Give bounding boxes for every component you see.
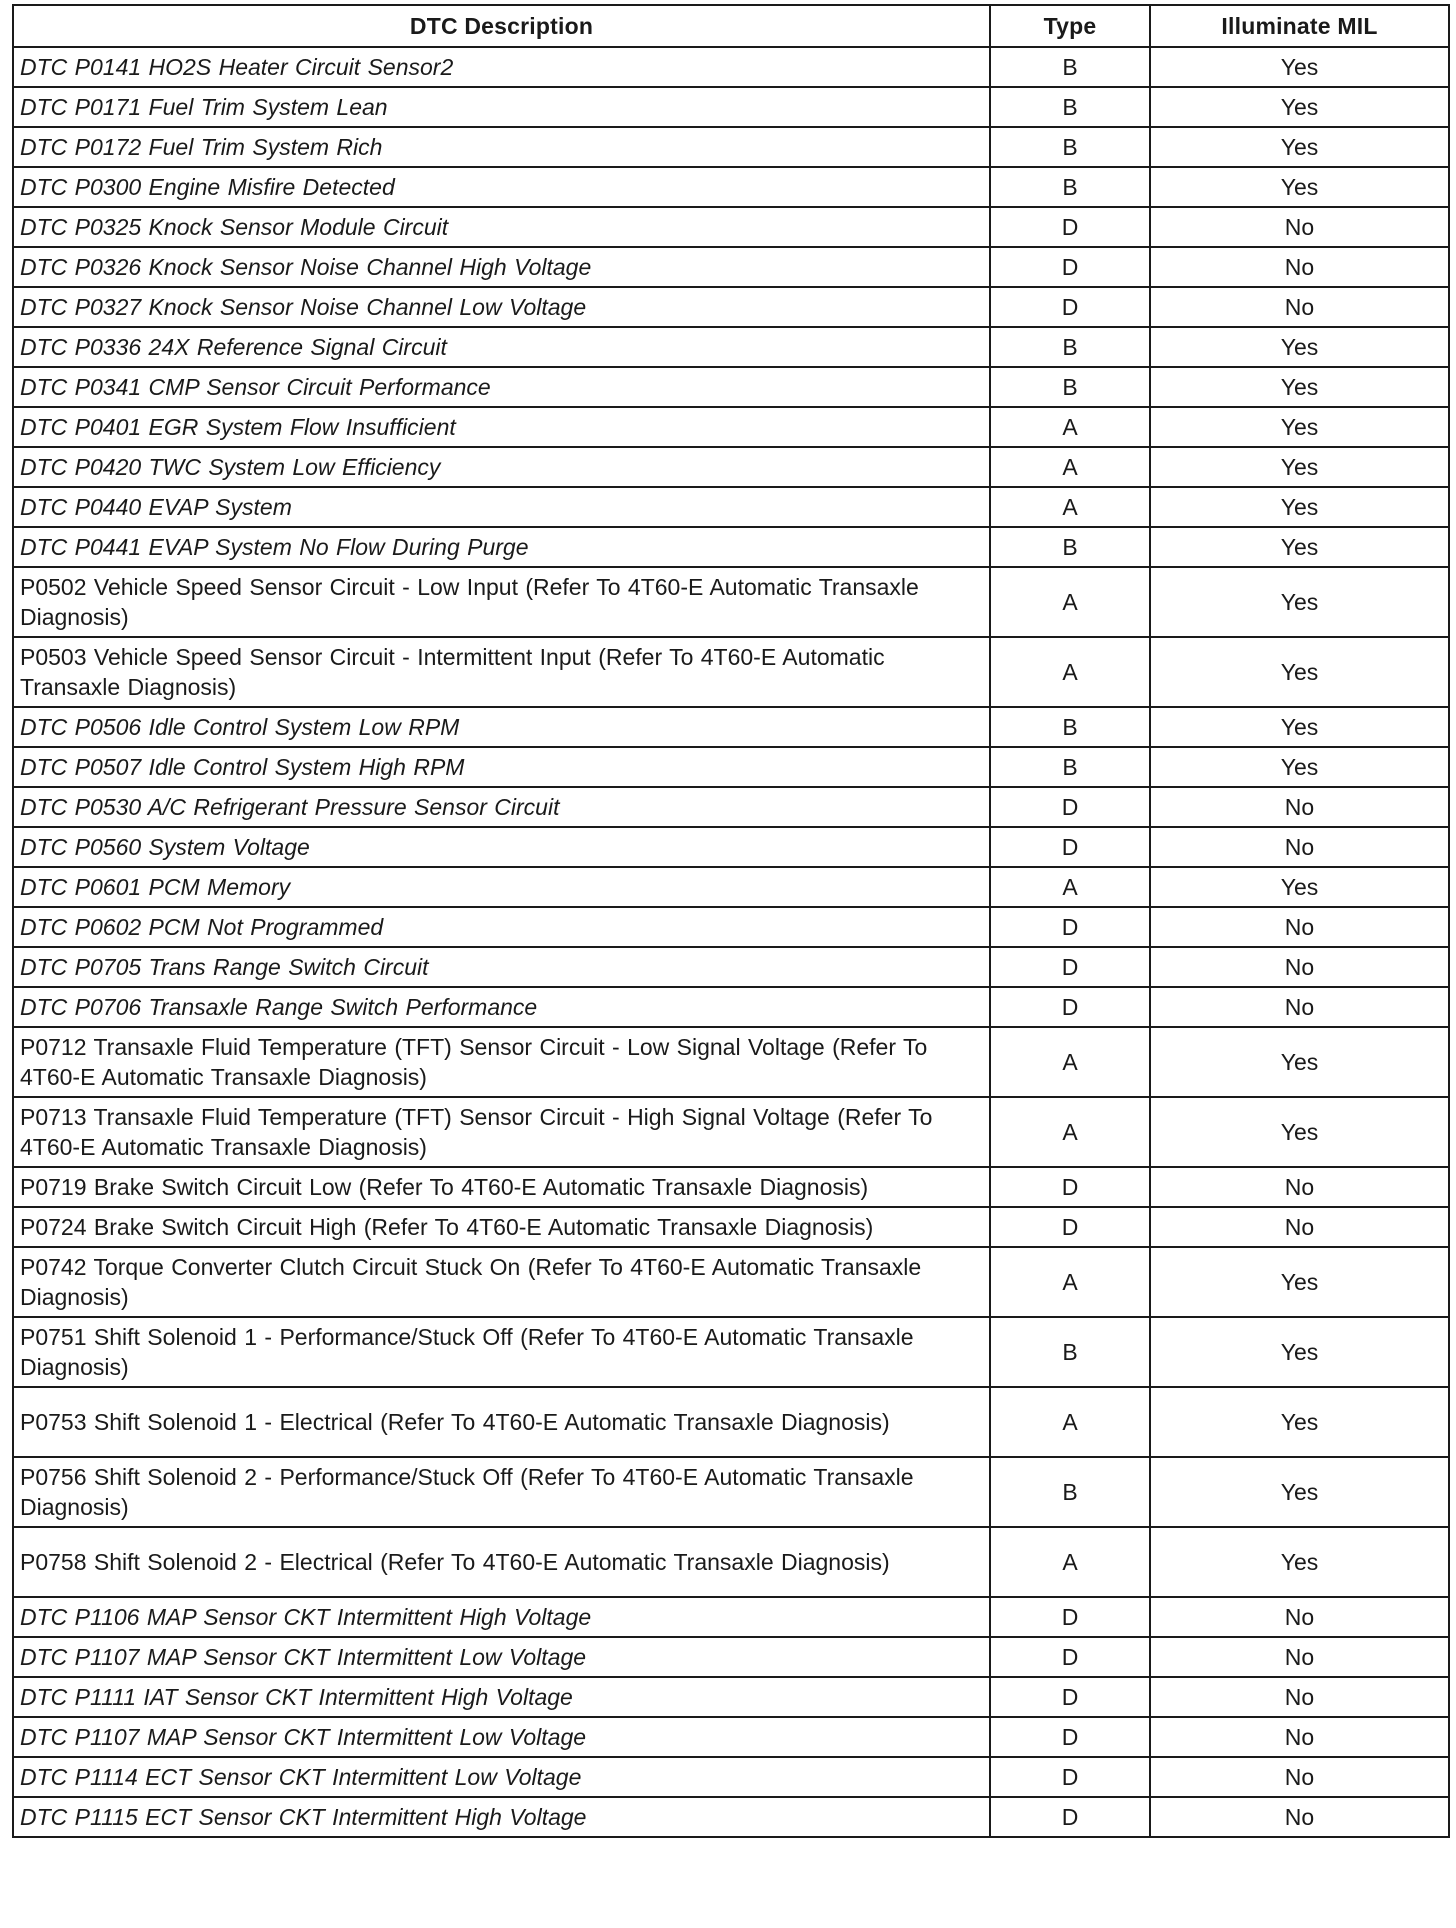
dtc-description-cell: DTC P0602 PCM Not Programmed [13, 907, 990, 947]
dtc-type-cell: A [990, 867, 1150, 907]
dtc-description-cell: P0503 Vehicle Speed Sensor Circuit - Intermittent Input (Refer To 4T60-E Automatic Transaxle Diagnosis) [13, 637, 990, 707]
dtc-description-cell: DTC P0336 24X Reference Signal Circuit [13, 327, 990, 367]
dtc-description-cell: DTC P0326 Knock Sensor Noise Channel High Voltage [13, 247, 990, 287]
table-row [13, 1797, 1449, 1837]
table-row [13, 1717, 1449, 1757]
illuminate-mil-cell: No [1150, 1677, 1449, 1717]
illuminate-mil-cell: No [1150, 1797, 1449, 1837]
dtc-description-cell: P0712 Transaxle Fluid Temperature (TFT) Sensor Circuit - Low Signal Voltage (Refer To 4T60-E Automatic Transaxle Diagnosis) [13, 1027, 990, 1097]
dtc-type-cell: D [990, 987, 1150, 1027]
dtc-description-cell: DTC P0171 Fuel Trim System Lean [13, 87, 990, 127]
illuminate-mil-cell: Yes [1150, 1387, 1449, 1457]
table-row [13, 127, 1449, 167]
illuminate-mil-cell: Yes [1150, 167, 1449, 207]
dtc-description-cell: DTC P1106 MAP Sensor CKT Intermittent High Voltage [13, 1597, 990, 1637]
illuminate-mil-cell: Yes [1150, 487, 1449, 527]
illuminate-mil-cell: Yes [1150, 1027, 1449, 1097]
table-row [13, 1317, 1449, 1387]
illuminate-mil-cell: Yes [1150, 567, 1449, 637]
dtc-type-cell: A [990, 1387, 1150, 1457]
table-row [13, 407, 1449, 447]
dtc-type-cell: A [990, 1527, 1150, 1597]
illuminate-mil-cell: No [1150, 207, 1449, 247]
table-row [13, 1677, 1449, 1717]
dtc-type-cell: D [990, 1167, 1150, 1207]
table-row [13, 327, 1449, 367]
table-row [13, 167, 1449, 207]
illuminate-mil-cell: No [1150, 827, 1449, 867]
dtc-type-cell: D [990, 287, 1150, 327]
dtc-type-cell: D [990, 247, 1150, 287]
illuminate-mil-cell: Yes [1150, 707, 1449, 747]
dtc-type-cell: B [990, 167, 1150, 207]
illuminate-mil-cell: No [1150, 1167, 1449, 1207]
illuminate-mil-cell: No [1150, 947, 1449, 987]
dtc-description-cell: DTC P1115 ECT Sensor CKT Intermittent High Voltage [13, 1797, 990, 1837]
table-row [13, 47, 1449, 87]
table-row [13, 947, 1449, 987]
illuminate-mil-cell: No [1150, 1717, 1449, 1757]
dtc-type-cell: A [990, 1247, 1150, 1317]
dtc-type-cell: B [990, 367, 1150, 407]
dtc-description-cell: DTC P0506 Idle Control System Low RPM [13, 707, 990, 747]
illuminate-mil-cell: Yes [1150, 1457, 1449, 1527]
illuminate-mil-cell: Yes [1150, 367, 1449, 407]
table-row [13, 867, 1449, 907]
illuminate-mil-cell: Yes [1150, 327, 1449, 367]
dtc-table [12, 4, 1450, 1838]
dtc-type-cell: D [990, 787, 1150, 827]
dtc-description-cell: P0758 Shift Solenoid 2 - Electrical (Refer To 4T60-E Automatic Transaxle Diagnosis) [13, 1527, 990, 1597]
table-row [13, 1527, 1449, 1597]
illuminate-mil-cell: No [1150, 1757, 1449, 1797]
dtc-type-cell: D [990, 947, 1150, 987]
dtc-description-cell: DTC P1114 ECT Sensor CKT Intermittent Low Voltage [13, 1757, 990, 1797]
header-dtc-description: DTC Description [13, 5, 990, 47]
illuminate-mil-cell: No [1150, 1637, 1449, 1677]
table-row [13, 1757, 1449, 1797]
table-row [13, 1457, 1449, 1527]
illuminate-mil-cell: Yes [1150, 747, 1449, 787]
illuminate-mil-cell: No [1150, 1207, 1449, 1247]
table-row [13, 1027, 1449, 1097]
dtc-type-cell: D [990, 207, 1150, 247]
dtc-type-cell: B [990, 47, 1150, 87]
dtc-description-cell: DTC P0560 System Voltage [13, 827, 990, 867]
dtc-type-cell: B [990, 707, 1150, 747]
table-row [13, 747, 1449, 787]
dtc-type-cell: A [990, 1027, 1150, 1097]
table-row [13, 827, 1449, 867]
dtc-description-cell: DTC P0341 CMP Sensor Circuit Performance [13, 367, 990, 407]
dtc-type-cell: B [990, 87, 1150, 127]
dtc-type-cell: D [990, 1637, 1150, 1677]
illuminate-mil-cell: No [1150, 1597, 1449, 1637]
illuminate-mil-cell: Yes [1150, 1247, 1449, 1317]
dtc-type-cell: B [990, 327, 1150, 367]
dtc-type-cell: B [990, 1457, 1150, 1527]
table-row [13, 567, 1449, 637]
dtc-type-cell: D [990, 1797, 1150, 1837]
illuminate-mil-cell: Yes [1150, 127, 1449, 167]
dtc-description-cell: DTC P0325 Knock Sensor Module Circuit [13, 207, 990, 247]
dtc-description-cell: DTC P0327 Knock Sensor Noise Channel Low Voltage [13, 287, 990, 327]
dtc-type-cell: A [990, 567, 1150, 637]
illuminate-mil-cell: Yes [1150, 1317, 1449, 1387]
dtc-type-cell: A [990, 447, 1150, 487]
dtc-description-cell: DTC P0420 TWC System Low Efficiency [13, 447, 990, 487]
table-row [13, 1637, 1449, 1677]
illuminate-mil-cell: No [1150, 987, 1449, 1027]
table-row [13, 527, 1449, 567]
dtc-type-cell: B [990, 127, 1150, 167]
table-row [13, 907, 1449, 947]
table-row [13, 1207, 1449, 1247]
dtc-description-cell: P0713 Transaxle Fluid Temperature (TFT) Sensor Circuit - High Signal Voltage (Refer To 4T60-E Automatic Transaxle Diagnosis) [13, 1097, 990, 1167]
dtc-description-cell: DTC P1111 IAT Sensor CKT Intermittent High Voltage [13, 1677, 990, 1717]
header-illuminate-mil: Illuminate MIL [1150, 5, 1449, 47]
dtc-type-cell: D [990, 1677, 1150, 1717]
table-row [13, 987, 1449, 1027]
dtc-description-cell: DTC P0441 EVAP System No Flow During Purge [13, 527, 990, 567]
table-row [13, 247, 1449, 287]
table-row [13, 1387, 1449, 1457]
dtc-description-cell: P0502 Vehicle Speed Sensor Circuit - Low Input (Refer To 4T60-E Automatic Transaxle Diagnosis) [13, 567, 990, 637]
dtc-description-cell: P0751 Shift Solenoid 1 - Performance/Stuck Off (Refer To 4T60-E Automatic Transaxle Diagnosis) [13, 1317, 990, 1387]
table-header-row [13, 5, 1449, 47]
dtc-type-cell: A [990, 487, 1150, 527]
illuminate-mil-cell: Yes [1150, 527, 1449, 567]
illuminate-mil-cell: Yes [1150, 407, 1449, 447]
dtc-type-cell: D [990, 827, 1150, 867]
illuminate-mil-cell: Yes [1150, 1097, 1449, 1167]
dtc-description-cell: P0724 Brake Switch Circuit High (Refer To 4T60-E Automatic Transaxle Diagnosis) [13, 1207, 990, 1247]
illuminate-mil-cell: Yes [1150, 447, 1449, 487]
illuminate-mil-cell: Yes [1150, 637, 1449, 707]
header-type: Type [990, 5, 1150, 47]
dtc-description-cell: DTC P1107 MAP Sensor CKT Intermittent Low Voltage [13, 1637, 990, 1677]
table-row [13, 1597, 1449, 1637]
table-row [13, 87, 1449, 127]
dtc-description-cell: DTC P0705 Trans Range Switch Circuit [13, 947, 990, 987]
dtc-description-cell: P0753 Shift Solenoid 1 - Electrical (Refer To 4T60-E Automatic Transaxle Diagnosis) [13, 1387, 990, 1457]
dtc-description-cell: DTC P0172 Fuel Trim System Rich [13, 127, 990, 167]
table-row [13, 1167, 1449, 1207]
illuminate-mil-cell: Yes [1150, 867, 1449, 907]
dtc-description-cell: DTC P0530 A/C Refrigerant Pressure Sensor Circuit [13, 787, 990, 827]
dtc-description-cell: P0756 Shift Solenoid 2 - Performance/Stuck Off (Refer To 4T60-E Automatic Transaxle Diagnosis) [13, 1457, 990, 1527]
dtc-type-cell: B [990, 1317, 1150, 1387]
table-row [13, 367, 1449, 407]
illuminate-mil-cell: No [1150, 247, 1449, 287]
illuminate-mil-cell: Yes [1150, 47, 1449, 87]
illuminate-mil-cell: No [1150, 287, 1449, 327]
dtc-type-cell: A [990, 637, 1150, 707]
dtc-type-cell: A [990, 407, 1150, 447]
table-row [13, 1247, 1449, 1317]
table-row [13, 207, 1449, 247]
dtc-type-cell: A [990, 1097, 1150, 1167]
dtc-description-cell: DTC P0300 Engine Misfire Detected [13, 167, 990, 207]
dtc-type-cell: B [990, 747, 1150, 787]
dtc-type-cell: D [990, 1207, 1150, 1247]
dtc-type-cell: D [990, 907, 1150, 947]
dtc-type-cell: D [990, 1597, 1150, 1637]
dtc-type-cell: B [990, 527, 1150, 567]
table-row [13, 487, 1449, 527]
dtc-description-cell: DTC P0401 EGR System Flow Insufficient [13, 407, 990, 447]
table-row [13, 637, 1449, 707]
dtc-type-cell: D [990, 1757, 1150, 1797]
dtc-type-cell: D [990, 1717, 1150, 1757]
dtc-description-cell: DTC P0601 PCM Memory [13, 867, 990, 907]
table-row [13, 1097, 1449, 1167]
table-row [13, 447, 1449, 487]
table-row [13, 787, 1449, 827]
dtc-description-cell: DTC P0507 Idle Control System High RPM [13, 747, 990, 787]
dtc-description-cell: DTC P0141 HO2S Heater Circuit Sensor2 [13, 47, 990, 87]
illuminate-mil-cell: No [1150, 907, 1449, 947]
table-body [13, 47, 1449, 1837]
table-row [13, 287, 1449, 327]
dtc-description-cell: DTC P0440 EVAP System [13, 487, 990, 527]
dtc-description-cell: DTC P1107 MAP Sensor CKT Intermittent Low Voltage [13, 1717, 990, 1757]
illuminate-mil-cell: Yes [1150, 87, 1449, 127]
dtc-description-cell: DTC P0706 Transaxle Range Switch Performance [13, 987, 990, 1027]
dtc-description-cell: P0742 Torque Converter Clutch Circuit Stuck On (Refer To 4T60-E Automatic Transaxle Diagnosis) [13, 1247, 990, 1317]
illuminate-mil-cell: No [1150, 787, 1449, 827]
dtc-description-cell: P0719 Brake Switch Circuit Low (Refer To 4T60-E Automatic Transaxle Diagnosis) [13, 1167, 990, 1207]
table-row [13, 707, 1449, 747]
illuminate-mil-cell: Yes [1150, 1527, 1449, 1597]
